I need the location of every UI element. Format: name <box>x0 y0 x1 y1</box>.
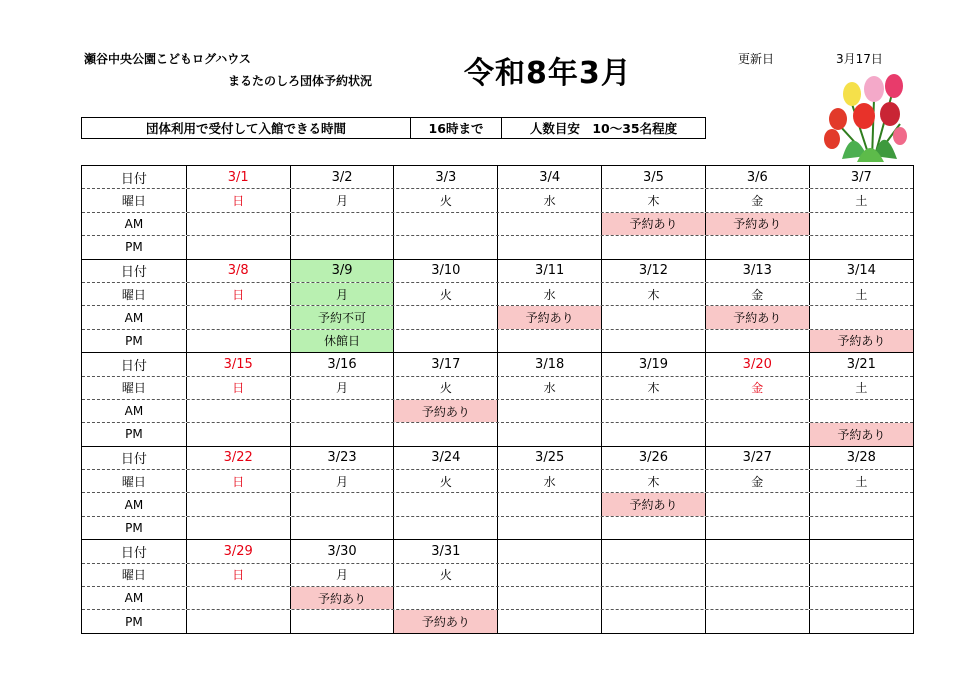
weekday-cell: 日 <box>186 377 290 399</box>
date-cell: 3/4 <box>497 166 601 188</box>
tulip-bouquet-icon <box>812 64 912 164</box>
reservation-cell: 予約あり <box>393 400 497 422</box>
reservation-cell <box>186 306 290 328</box>
date-cell <box>601 540 705 562</box>
reservation-cell <box>393 306 497 328</box>
reservation-cell <box>705 330 809 352</box>
am-row <box>82 492 913 515</box>
reservation-cell <box>809 587 913 609</box>
date-cell: 3/29 <box>186 540 290 562</box>
pm-row <box>82 516 913 539</box>
row-label: 日付 <box>120 265 147 281</box>
reservation-cell: 予約あり <box>497 306 601 328</box>
weekday-cell: 火 <box>393 283 497 305</box>
reservation-cell <box>809 493 913 515</box>
weekday-cell <box>497 564 601 586</box>
date-cell: 3/5 <box>601 166 705 188</box>
weekday-cell: 日 <box>186 283 290 305</box>
row-label: 日付 <box>120 545 147 561</box>
date-cell: 3/13 <box>705 260 809 282</box>
date-cell: 3/17 <box>393 353 497 375</box>
row-label: PM <box>125 333 143 348</box>
info-label: 団体利用で受付して入館できる時間 <box>82 118 411 138</box>
reservation-cell <box>497 236 601 258</box>
weekday-cell: 日 <box>186 564 290 586</box>
weekday-cell: 月 <box>290 377 394 399</box>
weekday-row <box>82 376 913 399</box>
reservation-cell <box>186 400 290 422</box>
weekday-cell: 金 <box>705 470 809 492</box>
weekday-cell: 土 <box>809 189 913 211</box>
reservation-cell <box>705 423 809 445</box>
reservation-cell <box>497 400 601 422</box>
reservation-cell: 予約不可 <box>290 306 394 328</box>
reservation-cell <box>601 400 705 422</box>
date-cell: 3/30 <box>290 540 394 562</box>
row-label: PM <box>125 240 143 255</box>
reservation-cell <box>601 610 705 632</box>
week-block <box>82 539 913 633</box>
reservation-cell <box>290 213 394 235</box>
pm-row <box>82 609 913 632</box>
reservation-cell <box>290 517 394 539</box>
date-cell: 3/9 <box>290 260 394 282</box>
reservation-cell <box>601 587 705 609</box>
weekday-cell: 土 <box>809 470 913 492</box>
date-cell: 3/21 <box>809 353 913 375</box>
reservation-cell <box>186 493 290 515</box>
weekday-cell: 火 <box>393 377 497 399</box>
date-row <box>82 353 913 375</box>
reservation-cell <box>497 493 601 515</box>
date-cell: 3/22 <box>186 447 290 469</box>
pm-row <box>82 235 913 258</box>
weekday-cell: 水 <box>497 377 601 399</box>
reservation-cell <box>497 213 601 235</box>
reservation-cell <box>393 236 497 258</box>
weekday-cell: 金 <box>705 283 809 305</box>
date-cell: 3/12 <box>601 260 705 282</box>
row-label: 日付 <box>120 171 147 187</box>
date-cell: 3/14 <box>809 260 913 282</box>
reservation-cell <box>497 517 601 539</box>
date-cell: 3/7 <box>809 166 913 188</box>
weekday-cell: 火 <box>393 189 497 211</box>
row-label: 曜日 <box>121 194 146 209</box>
reservation-cell: 予約あり <box>809 330 913 352</box>
date-cell: 3/23 <box>290 447 394 469</box>
weekday-cell: 月 <box>290 283 394 305</box>
weekday-row <box>82 563 913 586</box>
am-row <box>82 212 913 235</box>
date-cell <box>497 540 601 562</box>
reservation-cell <box>186 213 290 235</box>
date-cell: 3/15 <box>186 353 290 375</box>
reservation-cell: 予約あり <box>809 423 913 445</box>
row-label: PM <box>125 427 143 442</box>
weekday-cell <box>601 564 705 586</box>
row-label: AM <box>124 404 144 419</box>
date-cell: 3/20 <box>705 353 809 375</box>
row-label: AM <box>124 591 144 606</box>
reservation-cell: 予約あり <box>705 306 809 328</box>
weekday-cell: 水 <box>497 470 601 492</box>
reservation-cell <box>809 517 913 539</box>
row-label: 日付 <box>120 452 147 468</box>
row-label: 曜日 <box>121 474 146 489</box>
weekday-row <box>82 282 913 305</box>
reservation-cell <box>393 517 497 539</box>
reservation-cell <box>497 587 601 609</box>
reservation-cell <box>809 306 913 328</box>
reservation-cell <box>497 610 601 632</box>
info-bar <box>81 117 706 139</box>
reservation-cell <box>290 493 394 515</box>
weekday-cell: 火 <box>393 564 497 586</box>
info-capacity: 人数目安 10～35名程度 <box>529 121 678 136</box>
reservation-cell <box>393 213 497 235</box>
am-row <box>82 305 913 328</box>
reservation-cell <box>393 423 497 445</box>
reservation-cell: 予約あり <box>705 213 809 235</box>
weekday-cell <box>705 564 809 586</box>
weekday-cell: 木 <box>601 470 705 492</box>
date-cell: 3/28 <box>809 447 913 469</box>
am-row <box>82 586 913 609</box>
reservation-cell <box>705 517 809 539</box>
am-row <box>82 399 913 422</box>
reservation-cell <box>809 400 913 422</box>
week-block <box>82 259 913 353</box>
reservation-cell <box>186 517 290 539</box>
weekday-cell: 水 <box>497 283 601 305</box>
reservation-cell <box>497 330 601 352</box>
row-label: AM <box>124 216 144 231</box>
reservation-cell <box>497 423 601 445</box>
date-cell: 3/24 <box>393 447 497 469</box>
reservation-cell <box>809 236 913 258</box>
page-title: 令和8年3月 <box>464 56 632 91</box>
row-label: PM <box>125 521 143 536</box>
weekday-cell: 土 <box>809 283 913 305</box>
row-label: PM <box>125 614 143 629</box>
reservation-cell <box>186 330 290 352</box>
date-cell: 3/31 <box>393 540 497 562</box>
date-cell <box>809 540 913 562</box>
row-label: 曜日 <box>121 381 146 396</box>
reservation-cell <box>705 587 809 609</box>
row-label: 曜日 <box>121 287 146 302</box>
weekday-cell: 木 <box>601 283 705 305</box>
reservation-cell <box>290 236 394 258</box>
reservation-cell <box>290 400 394 422</box>
weekday-row <box>82 469 913 492</box>
date-cell: 3/27 <box>705 447 809 469</box>
info-time: 16時まで <box>411 118 502 138</box>
reservation-cell <box>393 493 497 515</box>
weekday-cell: 水 <box>497 189 601 211</box>
date-cell: 3/3 <box>393 166 497 188</box>
reservation-cell <box>601 306 705 328</box>
date-cell: 3/25 <box>497 447 601 469</box>
weekday-cell <box>809 564 913 586</box>
row-label: AM <box>124 310 144 325</box>
reservation-cell: 予約あり <box>601 493 705 515</box>
date-cell: 3/8 <box>186 260 290 282</box>
reservation-calendar <box>81 165 914 634</box>
reservation-cell <box>705 400 809 422</box>
weekday-cell: 日 <box>186 189 290 211</box>
reservation-cell: 予約あり <box>290 587 394 609</box>
weekday-row <box>82 188 913 211</box>
reservation-cell <box>186 610 290 632</box>
date-cell: 3/2 <box>290 166 394 188</box>
pm-row <box>82 422 913 445</box>
weekday-cell: 金 <box>705 377 809 399</box>
date-cell: 3/16 <box>290 353 394 375</box>
date-row <box>82 447 913 469</box>
date-cell <box>705 540 809 562</box>
weekday-cell: 月 <box>290 564 394 586</box>
updated-label: 更新日 <box>738 52 775 66</box>
weekday-cell: 金 <box>705 189 809 211</box>
reservation-cell <box>186 587 290 609</box>
weekday-cell: 月 <box>290 189 394 211</box>
weekday-cell: 日 <box>186 470 290 492</box>
updated-date: 3月17日 <box>836 52 883 66</box>
reservation-cell: 休館日 <box>290 330 394 352</box>
reservation-cell <box>809 213 913 235</box>
reservation-cell <box>601 236 705 258</box>
date-cell: 3/6 <box>705 166 809 188</box>
date-row <box>82 260 913 282</box>
date-cell: 3/11 <box>497 260 601 282</box>
reservation-cell: 予約あり <box>393 610 497 632</box>
reservation-cell <box>290 423 394 445</box>
week-block <box>82 352 913 446</box>
reservation-cell <box>705 236 809 258</box>
weekday-cell: 木 <box>601 189 705 211</box>
pm-row <box>82 329 913 352</box>
date-cell: 3/26 <box>601 447 705 469</box>
facility-name: 瀬谷中央公園こどもログハウス <box>84 52 251 66</box>
weekday-cell: 木 <box>601 377 705 399</box>
row-label: 曜日 <box>121 568 146 583</box>
date-cell: 3/18 <box>497 353 601 375</box>
page-subtitle: まるたのしろ団体予約状況 <box>228 74 373 88</box>
week-block <box>82 166 913 259</box>
week-block <box>82 446 913 540</box>
reservation-cell <box>393 330 497 352</box>
weekday-cell: 月 <box>290 470 394 492</box>
reservation-cell <box>601 423 705 445</box>
reservation-cell <box>601 517 705 539</box>
reservation-cell <box>809 610 913 632</box>
reservation-cell: 予約あり <box>601 213 705 235</box>
weekday-cell: 火 <box>393 470 497 492</box>
date-cell: 3/19 <box>601 353 705 375</box>
reservation-cell <box>186 423 290 445</box>
reservation-cell <box>601 330 705 352</box>
date-row <box>82 166 913 188</box>
reservation-cell <box>705 493 809 515</box>
reservation-cell <box>186 236 290 258</box>
date-cell: 3/10 <box>393 260 497 282</box>
reservation-cell <box>705 610 809 632</box>
reservation-cell <box>393 587 497 609</box>
weekday-cell: 土 <box>809 377 913 399</box>
date-row <box>82 540 913 562</box>
row-label: AM <box>124 497 144 512</box>
reservation-cell <box>290 610 394 632</box>
date-cell: 3/1 <box>186 166 290 188</box>
row-label: 日付 <box>120 358 147 374</box>
